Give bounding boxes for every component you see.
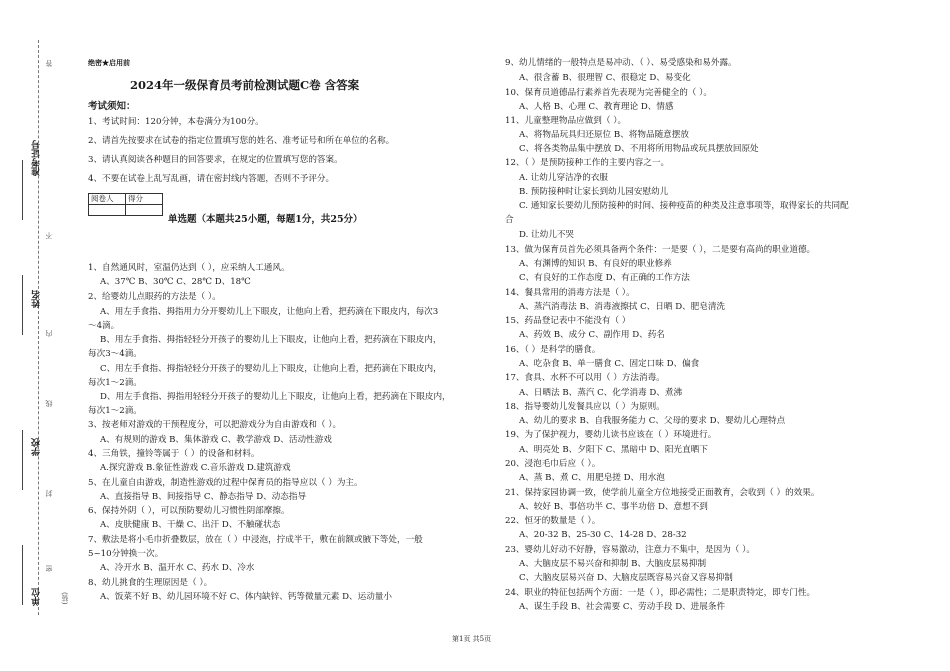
option-line: A、人格 B、心理 C、教育理论 D、情感 bbox=[519, 102, 674, 112]
name-label: 姓名 bbox=[32, 290, 42, 308]
section-title: 单选题（本题共25小题，每题1分，共25分） bbox=[168, 214, 363, 225]
score-blank[interactable] bbox=[126, 205, 163, 216]
grader-blank[interactable] bbox=[89, 205, 126, 216]
option-line: A、日晒法 B、蒸汽 C、化学消毒 D、煮沸 bbox=[519, 388, 683, 398]
option-line: A、饭菜不好 B、幼儿园环境不好 C、体内缺锌、钙等微量元素 D、运动量小 bbox=[100, 592, 392, 602]
option-line: A、37℃ B、30℃ C、28℃ D、18℃ bbox=[100, 277, 251, 287]
option-line: C、大脑皮层易兴奋 D、大脑皮层既容易兴奋又容易抑制 bbox=[519, 573, 733, 583]
option-line: A、幼儿的要求 B、自我服务能力 C、父母的要求 D、婴幼儿心理特点 bbox=[519, 416, 786, 426]
question-line: 1、自然通风时，室温仍达到（ ），应采纳人工通风。 bbox=[88, 263, 290, 273]
option-line: A、20-32 B、25-30 C、14-28 D、28-32 bbox=[519, 530, 687, 540]
margin-mark-zhuang: (装) bbox=[61, 592, 69, 605]
question-line: 10、保育员道德品行素养首先表现为完善健全的（ ）。 bbox=[505, 88, 713, 98]
option-line: A、药效 B、成分 C、副作用 D、药名 bbox=[519, 330, 665, 340]
question-line: 13、做为保育员首先必须具备两个条件：一是要（ ），二是要有高尚的职业道德。 bbox=[505, 245, 816, 255]
option-line: D、用左手食指、拇指用轻轻分开孩子的婴幼儿上下眼皮，让他向上看，把药滴在下眼皮内， bbox=[100, 392, 451, 402]
option-line: A、明亮处 B、夕阳下 C、黑暗中 D、阳光直晒下 bbox=[519, 445, 708, 455]
option-line: 每次1～2滴。 bbox=[88, 378, 142, 388]
question-line: 20、浸泡毛巾后应（ ）。 bbox=[505, 459, 601, 469]
option-line: A、有渊博的知识 B、有良好的职业修养 bbox=[519, 259, 672, 269]
unit-label: 单位 bbox=[32, 588, 42, 606]
option-line: A、冷开水 B、温开水 C、药水 D、冷水 bbox=[100, 563, 255, 573]
question-line: 11、儿童整理物品应做到（ ）。 bbox=[505, 116, 627, 126]
option-line: A.探究游戏 B.象征性游戏 C.音乐游戏 D.建筑游戏 bbox=[100, 463, 291, 473]
option-line: B. 预防接种时让家长到幼儿园安慰幼儿 bbox=[519, 187, 669, 197]
question-line: 18、指导婴幼儿发餐具应以（ ）为原则。 bbox=[505, 402, 665, 412]
question-line: 2、给婴幼儿点眼药的方法是（ ）。 bbox=[88, 292, 221, 302]
question-line: 14、餐具常用的消毒方法是（ ）。 bbox=[505, 288, 635, 298]
grade-table bbox=[88, 193, 163, 216]
option-line: C、将各类物品集中摆放 D、不用将所用物品或玩具摆放回原处 bbox=[519, 144, 759, 154]
question-line: 22、恒牙的数量是（ ）。 bbox=[505, 516, 601, 526]
margin-mark-da: 答 bbox=[45, 60, 53, 67]
margin-mark-mi: 密 bbox=[45, 565, 53, 572]
exam-number-label: 准考证号 bbox=[32, 140, 42, 176]
margin-mark-xian: 线 bbox=[45, 400, 53, 407]
option-line: C、用左手食指、拇指轻轻分开孩子的婴幼儿上下眼皮，让他向上看，把药滴在下眼皮内， bbox=[100, 364, 442, 374]
option-line: C. 通知家长要幼儿预防接种的时间、接种疫苗的种类及注意事项等，取得家长的共同配 bbox=[519, 201, 849, 211]
option-line: B、用左手食指、拇指轻轻分开孩子的婴幼儿上下眼皮，让他向上看，把药滴在下眼皮内， bbox=[100, 335, 442, 345]
option-line: A、蒸 B、煮 C、用肥皂搓 D、用水泡 bbox=[519, 473, 665, 483]
option-line: A、直接指导 B、间接指导 C、静态指导 D、动态指导 bbox=[100, 492, 307, 502]
notice-item: 4、不要在试卷上乱写乱画，请在密封线内答题，否则不予评分。 bbox=[88, 174, 335, 184]
question-line: 17、食具、水杯不可以用（ ）方法消毒。 bbox=[505, 373, 665, 383]
option-line: A、用左手食指、拇指用力分开婴幼儿上下眼皮，让他向上看，把药滴在下眼皮内，每次3 bbox=[100, 307, 439, 317]
grader-cell: 阅卷人 bbox=[89, 194, 126, 205]
option-line: A. 让幼儿穿洁净的衣服 bbox=[519, 173, 609, 183]
option-line: 合 bbox=[505, 215, 514, 225]
question-line: 4、三角铁，撞铃等属于（ ）的设备和材料。 bbox=[88, 449, 260, 459]
question-line: 9、幼儿情绪的一般特点是易冲动、（ ）、易受感染和易外露。 bbox=[505, 58, 737, 68]
score-cell: 得分 bbox=[126, 194, 163, 205]
option-line: D. 让幼儿不哭 bbox=[519, 230, 575, 240]
question-line: 16、（ ）是科学的膳食。 bbox=[505, 345, 601, 355]
question-line: 19、为了保护视力，婴幼儿读书应该在（ ）环境进行。 bbox=[505, 430, 717, 440]
option-line: A、吃杂食 B、单一膳食 C、固定口味 D、偏食 bbox=[519, 359, 700, 369]
notice-title: 考试须知： bbox=[88, 101, 136, 112]
page-footer: 第1页 共5页 bbox=[452, 635, 492, 643]
question-line: 7、敷法是将小毛巾折叠数层，放在（ ）中浸泡，拧成半干，敷在前额或腋下等处，一般 bbox=[88, 535, 423, 545]
question-line: 5、在儿童自由游戏，制造性游戏的过程中保育员的指导应以（ ）为主。 bbox=[88, 478, 363, 488]
option-line: C、有良好的工作态度 D、有正确的工作方法 bbox=[519, 273, 690, 283]
margin-mark-bu: 不 bbox=[45, 232, 53, 239]
option-line: A、较好 B、事倍功半 C、事半功倍 D、意想不到 bbox=[519, 502, 708, 512]
option-line: ～4滴。 bbox=[88, 321, 120, 331]
secret-mark: 绝密★启用前 bbox=[88, 58, 130, 67]
option-line: A、蒸汽消毒法 B、消毒液擦拭 C、日晒 D、肥皂清洗 bbox=[519, 302, 726, 312]
notice-item: 1、考试时间：120分钟，本卷满分为100分。 bbox=[88, 117, 264, 127]
question-line: 8、幼儿挑食的生理原因是（ ）。 bbox=[88, 578, 213, 588]
option-line: 5~10分钟换一次。 bbox=[88, 549, 164, 559]
notice-item: 2、请首先按要求在试卷的指定位置填写您的姓名、准考证号和所在单位的名称。 bbox=[88, 136, 395, 146]
question-line: 23、婴幼儿好动不好静，容易激动，注意力不集中，是因为（ ）。 bbox=[505, 545, 755, 555]
option-line: A、将物品玩具归还原位 B、将物品随意摆放 bbox=[519, 130, 689, 140]
option-line: A、有规则的游戏 B、集体游戏 C、教学游戏 D、活动性游戏 bbox=[100, 435, 332, 445]
option-line: A、很含蓄 B、很理智 C、很稳定 D、易变化 bbox=[519, 73, 691, 83]
margin-mark-nei: 内 bbox=[45, 330, 53, 337]
option-line: 每次1～2滴。 bbox=[88, 406, 142, 416]
question-line: 6、保持外阴（ ），可以预防婴幼儿习惯性阴部摩擦。 bbox=[88, 506, 290, 516]
question-line: 24、职业的特征包括两个方面：一是（ ），即必需性；二是职责特定，即专门性。 bbox=[505, 588, 816, 598]
question-line: 15、药品登记表中不能没有（ ） bbox=[505, 316, 631, 326]
option-line: A、大脑皮层不易兴奋和抑制 B、大脑皮层易抑制 bbox=[519, 559, 707, 569]
notice-item: 3、请认真阅读各种题目的回答要求，在规定的位置填写您的答案。 bbox=[88, 155, 343, 165]
option-line: A、皮肤健康 B、干燥 C、出汗 D、不触碰状态 bbox=[100, 520, 281, 530]
page-title: 2024年一级保育员考前检测试题C卷 含答案 bbox=[130, 78, 360, 92]
margin-mark-feng: 封 bbox=[45, 490, 53, 497]
school-label: 学校 bbox=[32, 438, 42, 456]
question-line: 12、（ ）是预防接种工作的主要内容之一。 bbox=[505, 158, 670, 168]
option-line: A、谋生手段 B、社会需要 C、劳动手段 D、进展条件 bbox=[519, 602, 726, 612]
question-line: 3、按老师对游戏的干预程度分，可以把游戏分为自由游戏和（ ）。 bbox=[88, 420, 342, 430]
option-line: 每次3～4滴。 bbox=[88, 349, 142, 359]
question-line: 21、保持家园协调一致，使学前儿童全方位地接受正面教育，会收到（ ）的效果。 bbox=[505, 488, 820, 498]
